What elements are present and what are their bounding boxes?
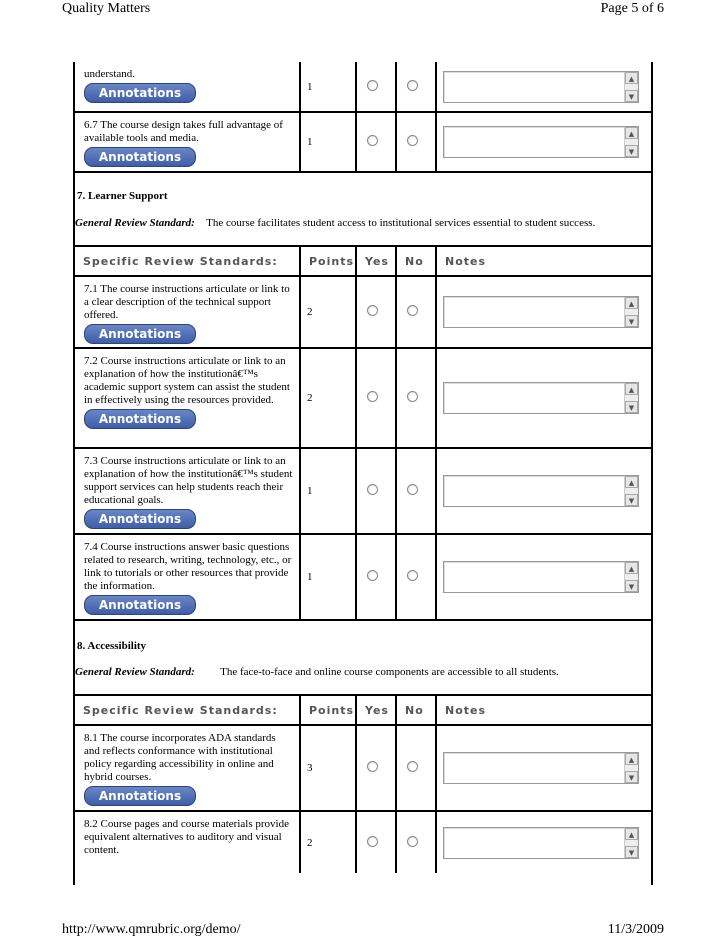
table-row xyxy=(74,112,652,172)
general-standard-label: General Review Standard: xyxy=(75,666,195,678)
points-cell: 1 xyxy=(300,534,356,620)
col-no: No xyxy=(396,695,436,725)
points-cell: 2 xyxy=(300,348,356,448)
points-cell: 2 xyxy=(300,811,356,873)
annotations-button[interactable]: Annotations xyxy=(84,83,196,103)
table-row xyxy=(74,811,652,873)
table-header-row xyxy=(74,246,652,276)
col-points: Points xyxy=(300,246,356,276)
annotations-button[interactable]: Annotations xyxy=(84,409,196,429)
scroll-up-icon[interactable]: ▲ xyxy=(625,562,638,574)
page-number: Page 5 of 6 xyxy=(600,1,664,16)
scroll-up-icon[interactable]: ▲ xyxy=(625,127,638,139)
notes-scrollbar[interactable] xyxy=(624,476,638,506)
points-cell: 1 xyxy=(300,62,356,112)
no-radio[interactable] xyxy=(407,305,418,316)
standard-cell xyxy=(74,112,300,172)
standard-cell xyxy=(74,811,300,873)
col-notes: Notes xyxy=(436,246,652,276)
section-8-general-standard xyxy=(75,666,559,678)
col-no: No xyxy=(396,246,436,276)
section-7-title: 7. Learner Support xyxy=(77,190,168,202)
annotations-button[interactable]: Annotations xyxy=(84,147,196,167)
yes-radio[interactable] xyxy=(367,836,378,847)
rubric-table-8 xyxy=(73,694,653,873)
annotations-button[interactable]: Annotations xyxy=(84,786,196,806)
scroll-up-icon[interactable]: ▲ xyxy=(625,828,638,840)
general-standard-text: The face-to-face and online course components are accessible to all students. xyxy=(220,666,559,678)
table-row xyxy=(74,276,652,348)
rubric-table-7 xyxy=(73,245,653,621)
notes-textarea[interactable] xyxy=(443,296,639,328)
col-points: Points xyxy=(300,695,356,725)
points-cell: 2 xyxy=(300,276,356,348)
notes-textarea[interactable] xyxy=(443,827,639,859)
notes-textarea[interactable] xyxy=(443,475,639,507)
table-row xyxy=(74,725,652,811)
standard-cell xyxy=(74,276,300,348)
scroll-down-icon[interactable]: ▼ xyxy=(625,846,638,858)
standard-text: 7.4 Course instructions answer basic questions related to research, writing, technology, etc., or link to tutorials or other resources that provide the information. xyxy=(84,541,292,592)
notes-scrollbar[interactable] xyxy=(624,297,638,327)
scroll-down-icon[interactable]: ▼ xyxy=(625,315,638,327)
standard-text: 8.1 The course incorporates ADA standards and reflects conformance with institutional policy regarding accessibility in online and hybrid courses. xyxy=(84,732,276,783)
col-yes: Yes xyxy=(356,246,396,276)
col-standards: Specific Review Standards: xyxy=(74,695,300,725)
notes-scrollbar[interactable] xyxy=(624,127,638,157)
notes-scrollbar[interactable] xyxy=(624,753,638,783)
standard-text: 8.2 Course pages and course materials provide equivalent alternatives to auditory and visual content. xyxy=(84,818,289,856)
yes-radio[interactable] xyxy=(367,761,378,772)
yes-radio[interactable] xyxy=(367,484,378,495)
col-yes: Yes xyxy=(356,695,396,725)
standard-text: 7.1 The course instructions articulate or link to a clear description of the technical support offered. xyxy=(84,283,290,321)
no-radio[interactable] xyxy=(407,80,418,91)
standard-cell xyxy=(74,534,300,620)
standard-cell xyxy=(74,348,300,448)
table-row xyxy=(74,534,652,620)
standard-text: 6.7 The course design takes full advantage of available tools and media. xyxy=(84,119,283,144)
yes-radio[interactable] xyxy=(367,305,378,316)
table-row xyxy=(74,448,652,534)
annotations-button[interactable]: Annotations xyxy=(84,509,196,529)
notes-scrollbar[interactable] xyxy=(624,383,638,413)
document-title: Quality Matters xyxy=(62,1,151,16)
standard-cell xyxy=(74,725,300,811)
no-radio[interactable] xyxy=(407,761,418,772)
col-notes: Notes xyxy=(436,695,652,725)
notes-textarea[interactable] xyxy=(443,382,639,414)
standard-text: 7.3 Course instructions articulate or link to an explanation of how the institutionâ€™s student support services can help students reach their educational goals. xyxy=(84,455,293,506)
yes-radio[interactable] xyxy=(367,570,378,581)
standard-text: understand. xyxy=(84,68,136,80)
table-row xyxy=(74,348,652,448)
no-radio[interactable] xyxy=(407,135,418,146)
points-cell: 1 xyxy=(300,112,356,172)
yes-radio[interactable] xyxy=(367,135,378,146)
notes-scrollbar[interactable] xyxy=(624,562,638,592)
scroll-up-icon[interactable]: ▲ xyxy=(625,383,638,395)
table-row xyxy=(74,62,652,112)
no-radio[interactable] xyxy=(407,570,418,581)
points-cell: 3 xyxy=(300,725,356,811)
scroll-down-icon[interactable]: ▼ xyxy=(625,401,638,413)
scroll-down-icon[interactable]: ▼ xyxy=(625,90,638,102)
col-standards: Specific Review Standards: xyxy=(74,246,300,276)
notes-textarea[interactable] xyxy=(443,752,639,784)
scroll-up-icon[interactable]: ▲ xyxy=(625,753,638,765)
notes-scrollbar[interactable] xyxy=(624,72,638,102)
yes-radio[interactable] xyxy=(367,80,378,91)
notes-textarea[interactable] xyxy=(443,71,639,103)
scroll-down-icon[interactable]: ▼ xyxy=(625,580,638,592)
standard-text: 7.2 Course instructions articulate or link to an explanation of how the institutionâ€™s academic support system can assist the student in effectively using the resources provided. xyxy=(84,355,290,406)
page-footer xyxy=(62,922,664,942)
no-radio[interactable] xyxy=(407,484,418,495)
scroll-down-icon[interactable]: ▼ xyxy=(625,771,638,783)
annotations-button[interactable]: Annotations xyxy=(84,324,196,344)
no-radio[interactable] xyxy=(407,836,418,847)
no-radio[interactable] xyxy=(407,391,418,402)
scroll-down-icon[interactable]: ▼ xyxy=(625,145,638,157)
general-standard-label: General Review Standard: xyxy=(75,217,195,229)
rubric-content xyxy=(65,0,653,942)
scroll-down-icon[interactable]: ▼ xyxy=(625,494,638,506)
section-7-general-standard xyxy=(75,217,595,229)
scroll-up-icon[interactable]: ▲ xyxy=(625,476,638,488)
general-standard-text: The course facilitates student access to institutional services essential to student success. xyxy=(206,217,596,229)
scroll-up-icon[interactable]: ▲ xyxy=(625,72,638,84)
points-cell: 1 xyxy=(300,448,356,534)
annotations-button[interactable]: Annotations xyxy=(84,595,196,615)
rubric-table-6 xyxy=(73,62,653,173)
table-header-row xyxy=(74,695,652,725)
notes-textarea[interactable] xyxy=(443,126,639,158)
notes-textarea[interactable] xyxy=(443,561,639,593)
yes-radio[interactable] xyxy=(367,391,378,402)
notes-scrollbar[interactable] xyxy=(624,828,638,858)
standard-cell xyxy=(74,62,300,112)
scroll-up-icon[interactable]: ▲ xyxy=(625,297,638,309)
section-8-title: 8. Accessibility xyxy=(77,640,147,652)
print-date: 11/3/2009 xyxy=(607,922,664,937)
standard-cell xyxy=(74,448,300,534)
source-url[interactable]: http://www.qmrubric.org/demo/ xyxy=(62,922,241,937)
